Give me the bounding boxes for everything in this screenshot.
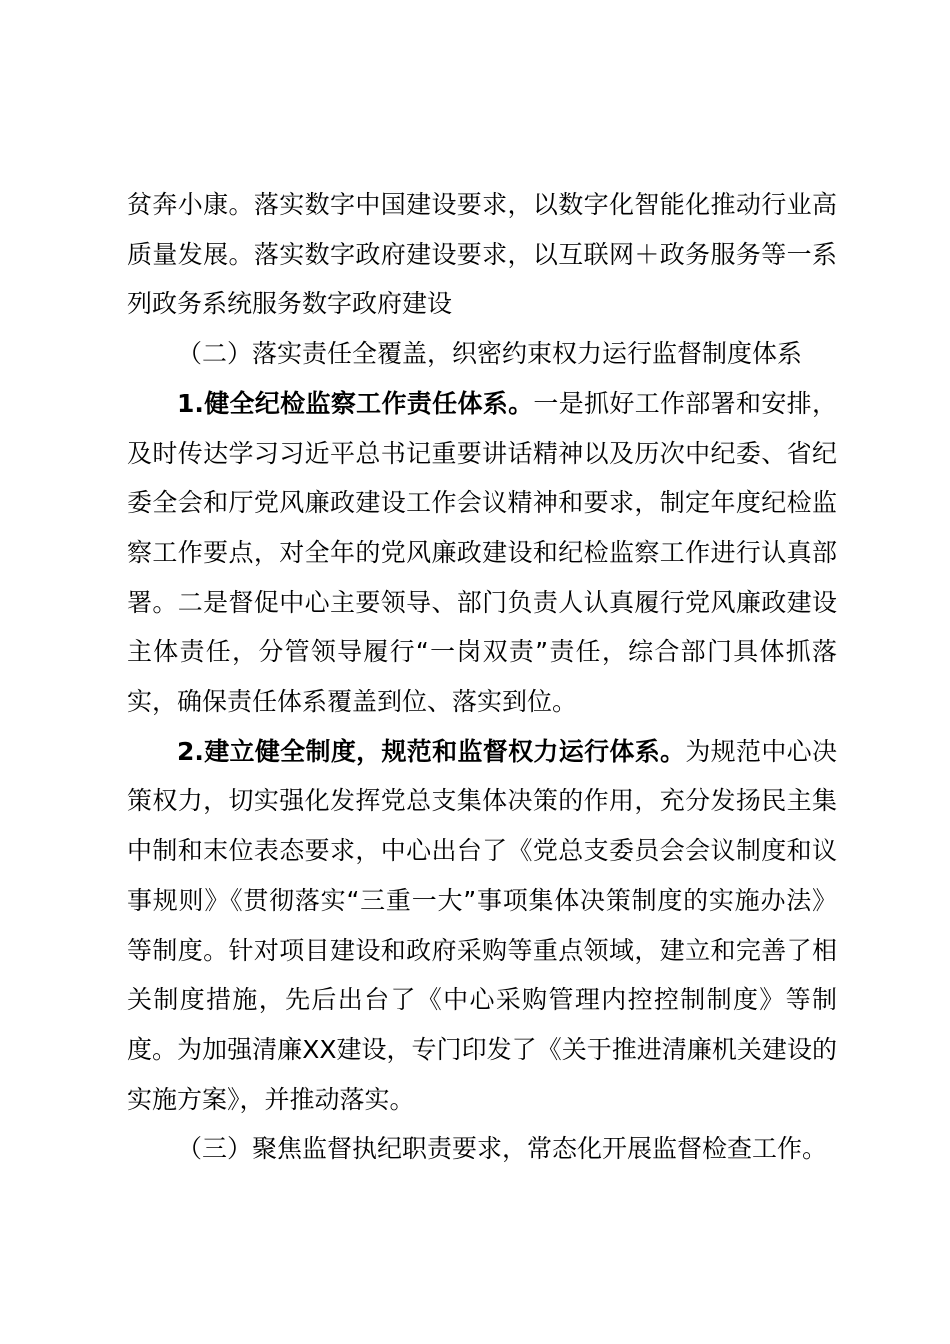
paragraph-item-2 bbox=[127, 727, 837, 1125]
section-heading-2: （二）落实责任全覆盖，织密约束权力运行监督制度体系 bbox=[177, 339, 803, 369]
item-2-title: 2.建立健全制度，规范和监督权力运行体系。 bbox=[177, 736, 686, 766]
item-1-body: 一是抓好工作部署和安排，及时传达学习习近平总书记重要讲话精神以及历次中纪委、省纪委全会和厅党风廉政建设工作会议精神和要求，制定年度纪检监察工作要点，对全年的党风廉政建设和纪检监察工作进行认真部署。二是督促中心主要领导、部门负责人认真履行党风廉政建设主体责任，分管领导履行“一岗双责”责任，综合部门具体抓落实，确保责任体系覆盖到位、落实到位。 bbox=[127, 388, 837, 717]
section-heading-3: （三）聚焦监督执纪职责要求，常态化开展监督检查工作。 bbox=[177, 1134, 828, 1164]
paragraph-continuation: 贫奔小康。落实数字中国建设要求，以数字化智能化推动行业高质量发展。落实数字政府建设要求，以互联网＋政务服务等一系列政务系统服务数字政府建设 bbox=[127, 190, 837, 319]
item-2-body: 为规范中心决策权力，切实强化发挥党总支集体决策的作用，充分发扬民主集中制和末位表态要求，中心出台了《党总支委员会会议制度和议事规则》《贯彻落实“三重一大”事项集体决策制度的实施办法》等制度。针对项目建设和政府采购等重点领域，建立和完善了相关制度措施，先后出台了《中心采购管理内控控制制度》等制度。为加强清廉XX建设，专门印发了《关于推进清廉机关建设的实施方案》，并推动落实。 bbox=[127, 736, 837, 1114]
paragraph-item-1 bbox=[127, 379, 837, 727]
item-1-title: 1.健全纪检监察工作责任体系。 bbox=[177, 388, 534, 418]
document-body bbox=[127, 180, 837, 1174]
